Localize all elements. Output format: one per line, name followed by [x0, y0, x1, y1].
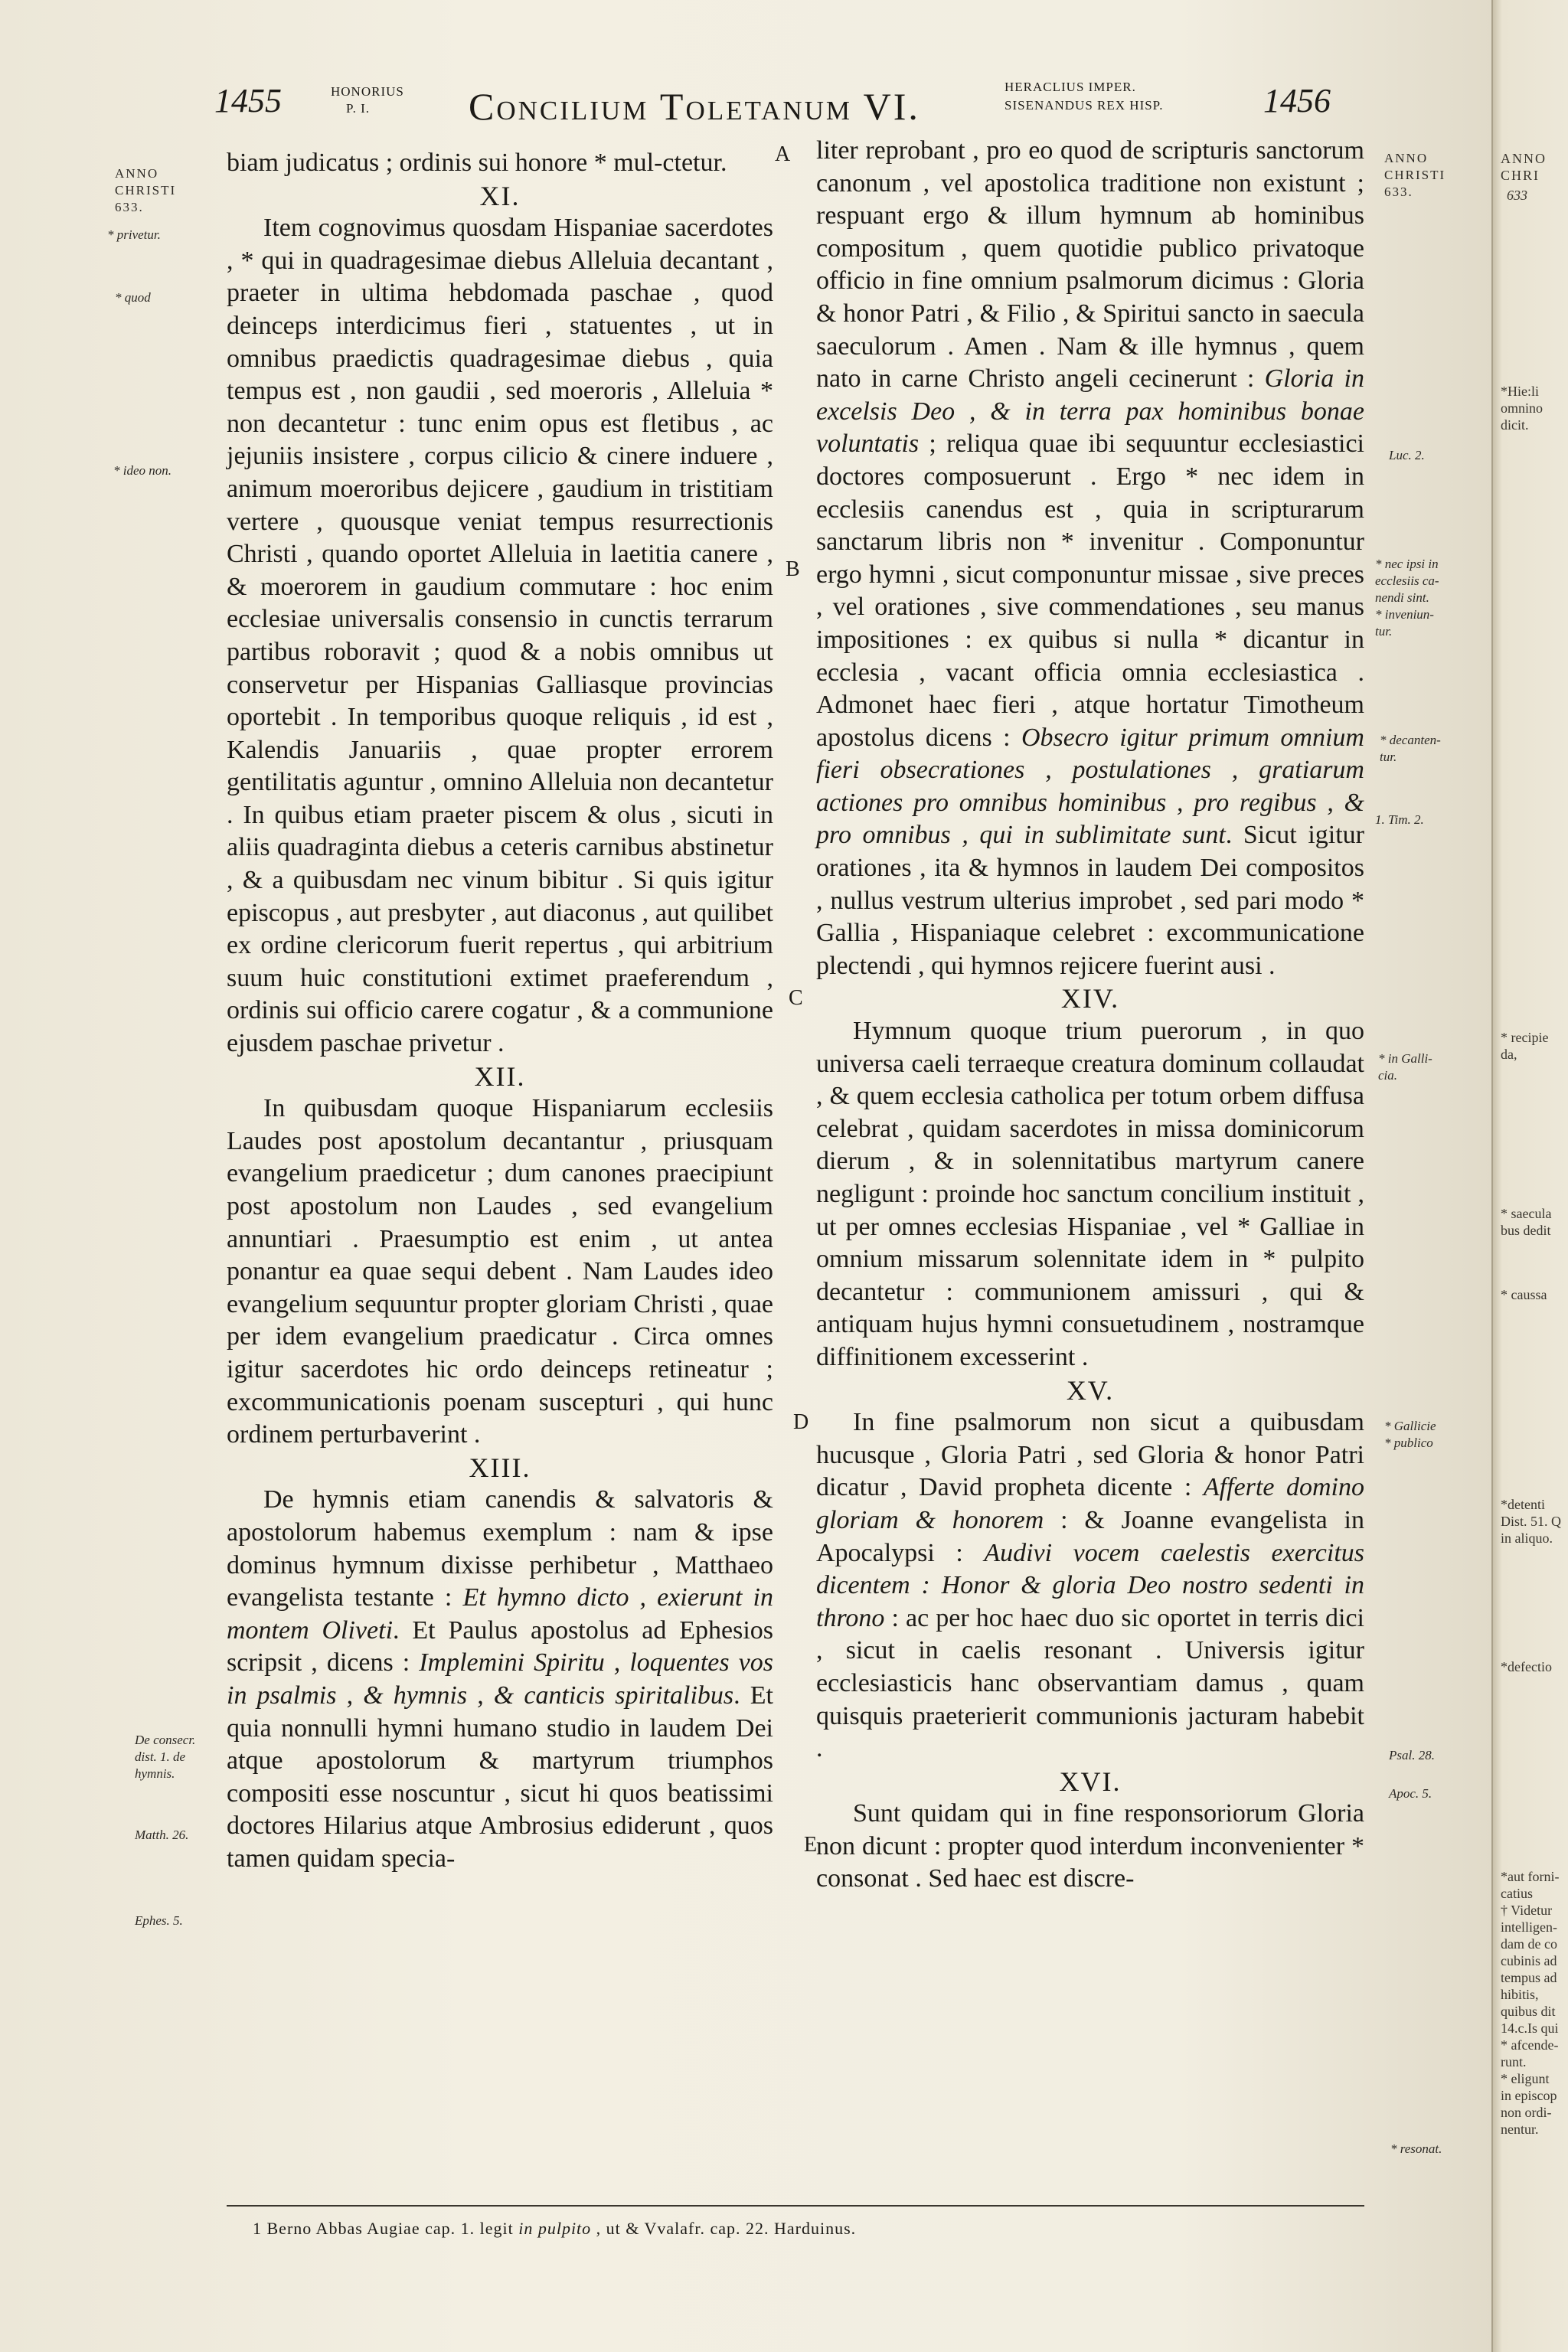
canon-15-text: [816, 1406, 1364, 1766]
canon-16-text: Sunt quidam qui in fine responsoriorum Gloria non dicunt : propter quod interdum inconvenienter * consonat . Sed haec est discre-: [816, 1799, 1364, 1893]
margin-note-ideo-non: * ideo non.: [113, 463, 172, 478]
edge-note-defectio: *defectio: [1501, 1659, 1552, 1674]
page-number-right: 1456: [1263, 82, 1331, 119]
canon-heading-15: XV.: [1066, 1374, 1115, 1406]
canon-13-part-a: De hymnis etiam canendis & salvatoris & apostolorum habemus exemplum : nam & ipse dominus hymnum dixisse perhibetur , Matthaeo evangelista testante :: [227, 1485, 773, 1612]
continuation-text: biam judicatus ; ordinis sui honore * mul-ctetur.: [227, 149, 727, 177]
margin-anno-left: ANNO CHRISTI 633.: [115, 166, 177, 214]
margin-note-in-gallicia: * in Galli- cia.: [1378, 1051, 1432, 1083]
column-letter-b: B: [786, 557, 800, 581]
margin-note-apoc: Apoc. 5.: [1389, 1786, 1432, 1801]
header-title: Concilium Toletanum VI.: [469, 85, 920, 128]
edge-year: 633: [1507, 188, 1527, 203]
continuation-part-b: ; reliqua quae ibi sequuntur ecclesiastici doctores composuerunt . Ergo * nec idem in ecclesiis canendus est , quia in scripturarum sanctarum libris non * invenitur . Componuntur ergo hymni , sicut componuntur missae , sive preces , vel orationes , sive commendationes , seu manus impositiones : ex quibus si nulla * dicantur in ecclesia , vacant officia omnia ecclesiastica . Admonet haec fieri , atque hortatur Timotheum apostolus dicens :: [816, 430, 1364, 752]
header-pope-number: P. I.: [346, 101, 370, 116]
footnote-lead: 1 Berno Abbas Augiae cap. 1. legit: [253, 2219, 519, 2238]
edge-note-aut-forni: *aut forni- catius † Videtur intelligen- dam de co cubinis ad tempus ad hibitis, quibus dit 14.c.Is qui * afcende- runt. * eligunt in episcop non ordi- nentur.: [1501, 1869, 1560, 2137]
margin-note-decanten: * decanten- tur.: [1380, 733, 1441, 764]
column-letter-d: D: [793, 1410, 809, 1434]
canon-11-text: Item cognovimus quosdam Hispaniae sacerdotes , * qui in quadragesimae diebus Alleluia decantant , praeter in ultima hebdomada paschae , quod deinceps interdicimus fieri , statuentes , ut in omnibus praedictis quadragesimae diebus , quia tempus est , non gaudii , sed moeroris , Alleluia * non decantetur : tunc enim opus est fletibus , ac jejuniis insistere , corpus cilicio & cinere induere , animum moeroribus dejicere , gaudium in tristitiam vertere , quousque veniat tempus resurrectionis Christi , quando oportet Alleluia in laetitia canere , & moerorem in gaudium commutare : hoc enim ecclesiae universalis consensio in cunctis terrarum partibus roboravit ; quod & a nobis omnibus ut conservetur per Hispanias Galliasque provincias oportebit . In temporibus quoque reliquis , id est , Kalendis Januariis , quae propter errorem gentilitatis aguntur , omnino Alleluia non decantetur . In quibus etiam praeter piscem & olus , sicuti in aliis quadraginta diebus a ceteris carnibus abstinetur , & a quibusdam nec vinum bibitur . Si quis igitur episcopus , aut presbyter , aut diaconus , aut quilibet ex ordine clericorum fuerit repertus , qui arbitrium suum huic constitutioni extimet praeferendum , ordinis sui officio carere cogatur , & a communione ejusdem paschae privetur .: [227, 214, 773, 1058]
canon-12-text: In quibusdam quoque Hispaniarum ecclesiis Laudes post apostolum decantantur , priusquam evangelium praedicetur ; dum canones praecipiunt post apostolum non Laudes , sed evangelium annuntiari . Praesumptio est enim , ut antea ponantur ea quae sequi debent . Nam Laudes ideo evangelium sequuntur propter gloriam Christi , quae per idem evangelium praedicatur . Circa omnes igitur sacerdotes hic ordo deinceps retineatur ; excommunicationis poenam suscepturi , qui hunc ordinem perturbaverint .: [227, 1094, 773, 1449]
canon-13-quote-ephesians: Implemini Spiritu , loquentes vos in psalmis , & hymnis , & canticis spiritalibus: [227, 1648, 773, 1710]
column-letter-e: E: [804, 1833, 818, 1857]
column-letter-c: C: [789, 986, 803, 1010]
header-pope: HONORIUS: [331, 84, 404, 99]
quote-luke: Gloria in excelsis Deo , & in terra pax hominibus bonae voluntatis: [816, 364, 1364, 459]
canon-13-quote-matthew: Et hymno dicto , exierunt in montem Oliveti: [227, 1583, 773, 1645]
canon-heading-14: XIV.: [1060, 983, 1120, 1014]
canon-13-continuation: [816, 135, 1364, 982]
margin-note-luc: Luc. 2.: [1389, 448, 1425, 462]
canon-13-part-c: . Et quia nonnulli hymni humano studio in laudem Dei atque apostolorum & martyrum triumphos compositi esse noscuntur , sicut hi quos beatissimi doctores Hilarius atque Ambrosius ediderunt , quos tamen quidam specia-: [227, 1681, 774, 1873]
canon-13-part-b: . Et Paulus apostolus ad Ephesios scripsit , dicens :: [227, 1615, 774, 1677]
footnote: [253, 2219, 856, 2239]
margin-note-privetur: * privetur.: [107, 227, 161, 242]
edge-note-caussa: * caussa: [1501, 1287, 1547, 1302]
column-letter-a: A: [775, 142, 791, 166]
margin-note-nec-ipsi: * nec ipsi in ecclesiis ca- nendi sint. * inveniun- tur.: [1375, 557, 1439, 639]
canon-heading-11: XI.: [479, 180, 521, 211]
continuation-part-c: . Sicut igitur orationes , ita & hymnos in laudem Dei compositos , nullus vestrum ulterius improbet , sed pari modo * Gallia , Hispaniaque celebret : excommunicatione plectendi , qui hymnos rejicere fuerint ausi .: [816, 821, 1364, 980]
edge-note-hie: *Hie:li omnino dicit.: [1501, 384, 1544, 433]
margin-note-resonat: * resonat.: [1390, 2141, 1442, 2156]
footnote-tail: , ut & Vvalafr. cap. 22. Harduinus.: [591, 2219, 857, 2238]
edge-note-recipie: * recipie da,: [1501, 1030, 1549, 1062]
left-column: [227, 147, 773, 1875]
quote-apocalypse: Audivi vocem caelestis exercitus dicentem : Honor & gloria Deo nostro sedenti in throno: [816, 1538, 1364, 1632]
canon-heading-12: XII.: [474, 1060, 526, 1092]
footnote-quote: in pulpito: [518, 2219, 592, 2238]
canon-15-part-a: In fine psalmorum non sicut a quibusdam hucusque , Gloria Patri , sed Gloria & honor Patri dicatur , David propheta dicente :: [816, 1408, 1364, 1502]
header-emperor: HERACLIUS IMPER.: [1004, 80, 1136, 94]
canon-heading-13: XIII.: [469, 1452, 531, 1483]
margin-anno-right: ANNO CHRISTI 633.: [1384, 151, 1446, 199]
footnote-rule: [227, 2205, 1364, 2207]
margin-note-ephes: Ephes. 5.: [135, 1913, 183, 1928]
margin-note-de-consecr: De consecr. dist. 1. de hymnis.: [135, 1733, 196, 1781]
margin-note-matth: Matth. 26.: [135, 1828, 189, 1842]
page-number-left: 1455: [214, 82, 282, 119]
margin-note-psal: Psal. 28.: [1389, 1748, 1435, 1762]
margin-note-quod: * quod: [115, 290, 151, 305]
edge-anno: ANNO CHRI: [1501, 151, 1547, 183]
header-king: SISENANDUS REX HISP.: [1004, 98, 1164, 113]
edge-note-saecula: * saecula bus dedit: [1501, 1206, 1552, 1238]
right-column: [816, 135, 1364, 1896]
margin-note-gallicie: * Gallicie * publico: [1384, 1419, 1436, 1450]
canon-14-text: Hymnum quoque trium puerorum , in quo universa caeli terraeque creatura dominum collaudat , & quem ecclesia catholica per totum orbem diffusa celebrat , quidam sacerdotes in missa dominicorum dierum , & in solennitatibus martyrum canere negligunt : proinde hoc sanctum concilium instituit , ut per omnes ecclesias Hispaniae , vel * Galliae in omnium missarum solennitate idem in * pulpito decantetur : communionem amissuri , qui & antiquam hujus hymni consuetudinem , nostramque diffinitionem excesserint .: [816, 1017, 1364, 1371]
canon-heading-16: XVI.: [1059, 1766, 1122, 1797]
running-header: [0, 77, 1491, 130]
canon-15-part-b: : & Joanne evangelista in Apocalypsi :: [816, 1505, 1364, 1567]
quote-psalm: Afferte domino gloriam & honorem: [816, 1473, 1364, 1534]
edge-note-detenti: *detenti Dist. 51. Q in aliquo.: [1501, 1497, 1562, 1546]
margin-note-timoth: 1. Tim. 2.: [1375, 812, 1424, 827]
continuation-part-a: liter reprobant , pro eo quod de scripturis sanctorum canonum , vel apostolica traditione non existunt ; respuant ergo & illum hymnum ab hominibus compositum , quem quotidie publico privatoque officio in fine omnium psalmorum dicimus : Gloria & honor Patri , & Filio , & Spiritui sancto in saecula saeculorum . Amen . Nam & ille hymnus , quem nato in carne Christo angeli cecinerunt :: [816, 136, 1364, 394]
canon-15-part-c: : ac per hoc haec duo sic oportet in terris dici , sicut in caelis resonant . Universis igitur ecclesiasticis hanc observantiam damus , quam quisquis praeterierit communionis jacturam habebit .: [816, 1603, 1364, 1763]
quote-timothy: Obsecro igitur primum omnium fieri obsecrationes , postulationes , gratiarum actiones pro omnibus hominibus , pro regibus , & pro omnibus , qui in sublimitate sunt: [816, 723, 1364, 850]
canon-13-text: [227, 1484, 773, 1875]
